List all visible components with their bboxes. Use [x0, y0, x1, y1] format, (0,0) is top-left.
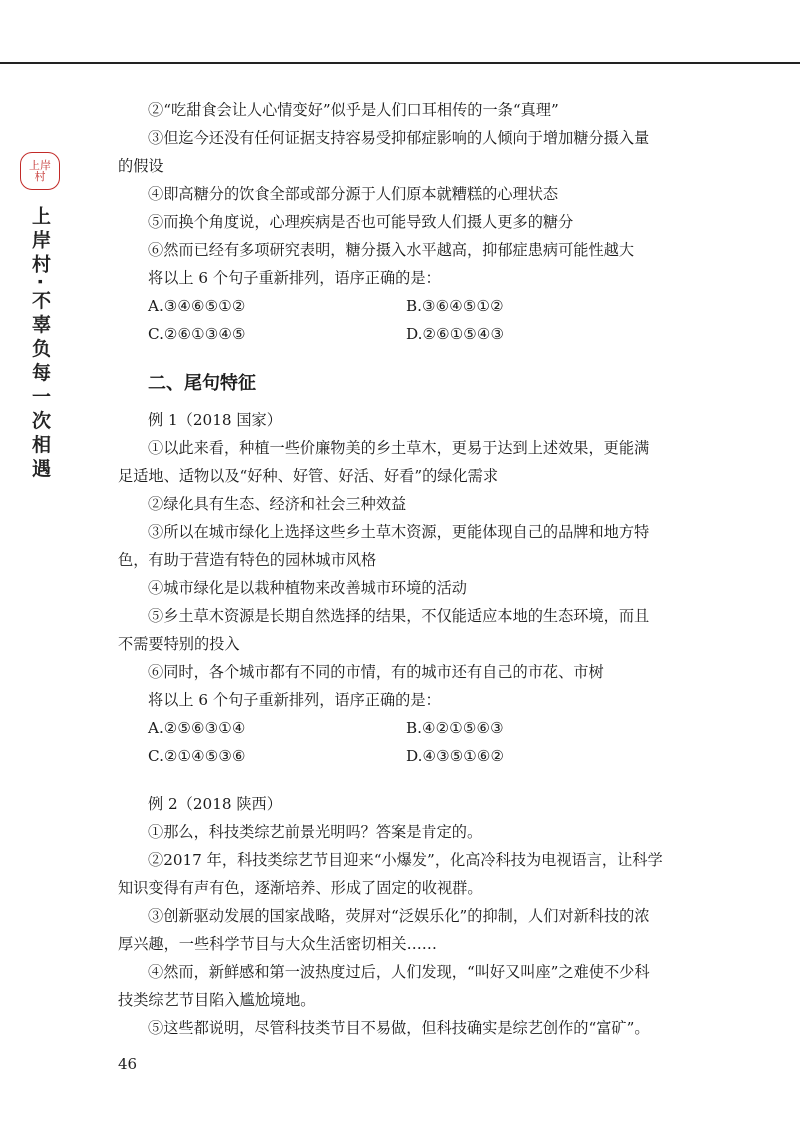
page-number: 46: [118, 1055, 138, 1073]
option-a: A.②⑤⑥③①④: [148, 719, 246, 737]
sentence: [118, 846, 696, 902]
example-title: 例 2（2018 陕西）: [148, 795, 282, 813]
sentence-line: 不需要特别的投入: [118, 635, 240, 653]
sentence: [118, 434, 696, 490]
side-brand: [20, 152, 64, 482]
sentence-line: ⑤而换个角度说，心理疾病是否也可能导致人们摄人更多的糖分: [148, 213, 574, 231]
header-rule: [0, 62, 800, 64]
sentence-line: 知识变得有声有色，逐渐培养、形成了固定的收视群。: [118, 879, 483, 897]
sentence-line: ①那么，科技类综艺前景光明吗？答案是肯定的。: [148, 823, 483, 841]
question-prompt: 将以上 6 个句子重新排列，语序正确的是：: [148, 269, 441, 287]
sentence: [118, 658, 696, 686]
sentence-line: 厚兴趣，一些科学节目与大众生活密切相关……: [118, 935, 437, 953]
seal-text: 上岸村: [29, 159, 51, 183]
sentence: [118, 180, 696, 208]
option-a: A.③④⑥⑤①②: [148, 297, 246, 315]
top-question: [118, 96, 696, 348]
sentence-line: ⑤这些都说明，尽管科技类节目不易做，但科技确实是综艺创作的“富矿”。: [148, 1019, 650, 1037]
option-c: C.②⑥①③④⑤: [148, 325, 246, 343]
sentence: [118, 518, 696, 574]
sentence-line: ④然而，新鲜感和第一波热度过后，人们发现，“叫好又叫座”之难使不少科: [148, 963, 650, 981]
sentence-line: ③所以在城市绿化上选择这些乡土草木资源，更能体现自己的品牌和地方特: [148, 523, 650, 541]
sentence: [118, 902, 696, 958]
sentence-line: ④城市绿化是以栽种植物来改善城市环境的活动: [148, 579, 467, 597]
sentence: [118, 96, 696, 124]
option-d: D.②⑥①⑤④③: [406, 325, 505, 343]
sentence: [118, 124, 696, 180]
brand-seal: [20, 152, 60, 190]
option-c: C.②①④⑤③⑥: [148, 747, 246, 765]
sentence-line: ④即高糖分的饮食全部或部分源于人们原本就糟糕的心理状态: [148, 185, 559, 203]
example-title: 例 1（2018 国家）: [148, 411, 282, 429]
sentence: [118, 208, 696, 236]
sentence-line: 色，有助于营造有特色的园林城市风格: [118, 551, 377, 569]
sentence-line: 的假设: [118, 157, 164, 175]
sentence: [118, 1014, 696, 1042]
option-b: B.③⑥④⑤①②: [406, 297, 504, 315]
sentence: [118, 958, 696, 1014]
sentence: [118, 574, 696, 602]
section-heading: 二、尾句特征: [148, 373, 256, 394]
option-b: B.④②①⑤⑥③: [406, 719, 504, 737]
sentence-line: 技类综艺节目陷入尴尬境地。: [118, 991, 316, 1009]
sentence-line: ②绿化具有生态、经济和社会三种效益: [148, 495, 407, 513]
sentence: [118, 236, 696, 264]
example-1: [118, 406, 696, 770]
sentence-line: ⑥然而已经有多项研究表明，糖分摄入水平越高，抑郁症患病可能性越大: [148, 241, 634, 259]
page-content: [118, 96, 696, 1042]
sentence-line: ③但迄今还没有任何证据支持容易受抑郁症影响的人倾向于增加糖分摄入量: [148, 129, 650, 147]
sentence: [118, 818, 696, 846]
sentence-line: ①以此来看，种植一些价廉物美的乡土草木，更易于达到上述效果，更能满: [148, 439, 650, 457]
brand-slogan: 上岸村·不辜负每一次相遇: [29, 206, 51, 483]
spacer: [118, 770, 696, 790]
sentence-line: ③创新驱动发展的国家战略，荧屏对“泛娱乐化”的抑制，人们对新科技的浓: [148, 907, 650, 925]
sentence-line: 足适地、适物以及“好种、好管、好活、好看”的绿化需求: [118, 467, 499, 485]
option-d: D.④③⑤①⑥②: [406, 747, 505, 765]
sentence-line: ⑥同时，各个城市都有不同的市情，有的城市还有自己的市花、市树: [148, 663, 604, 681]
sentence: [118, 602, 696, 658]
sentence-line: ⑤乡土草木资源是长期自然选择的结果，不仅能适应本地的生态环境，而且: [148, 607, 650, 625]
sentence-line: ②2017 年，科技类综艺节目迎来“小爆发”，化高冷科技为电视语言，让科学: [148, 851, 663, 869]
sentence: [118, 490, 696, 518]
answer-options: [118, 292, 696, 348]
sentence-line: ②“吃甜食会让人心情变好”似乎是人们口耳相传的一条“真理”: [148, 101, 559, 119]
answer-options: [118, 714, 696, 770]
example-2: [118, 790, 696, 1042]
question-prompt: 将以上 6 个句子重新排列，语序正确的是：: [148, 691, 441, 709]
